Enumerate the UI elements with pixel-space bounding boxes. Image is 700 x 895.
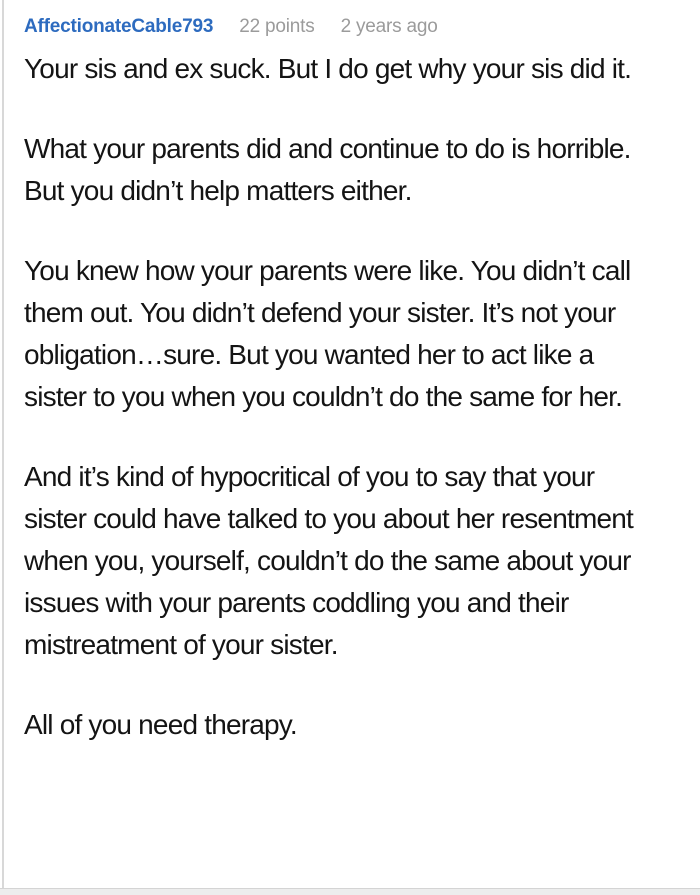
comment-paragraph: And it’s kind of hypocritical of you to say that your sister could have talked to you about her resentment when you, yourself, couldn’t do the same about your issues with your parents coddling you and their mistreatment of your sister. (24, 461, 634, 660)
comment-body (24, 48, 662, 746)
comment-timestamp: 2 years ago (340, 16, 438, 37)
comment-points: 22 points (239, 16, 315, 37)
comment-paragraph: All of you need therapy. (24, 709, 297, 740)
comment-paragraph: You knew how your parents were like. You didn’t call them out. You didn’t defend your sister. It’s not your obligation…sure. But you wanted her to act like a sister to you when you couldn’t do the same for her. (24, 255, 631, 412)
comment-collapse-line (2, 0, 4, 888)
comment-author-link[interactable]: AffectionateCable793 (24, 16, 214, 37)
comment-paragraph: Your sis and ex suck. But I do get why your sis did it. (24, 53, 632, 84)
comment-divider (0, 888, 700, 895)
comment-paragraph: What your parents did and continue to do is horrible. But you didn’t help matters either. (24, 133, 631, 206)
comment-header (24, 16, 662, 38)
